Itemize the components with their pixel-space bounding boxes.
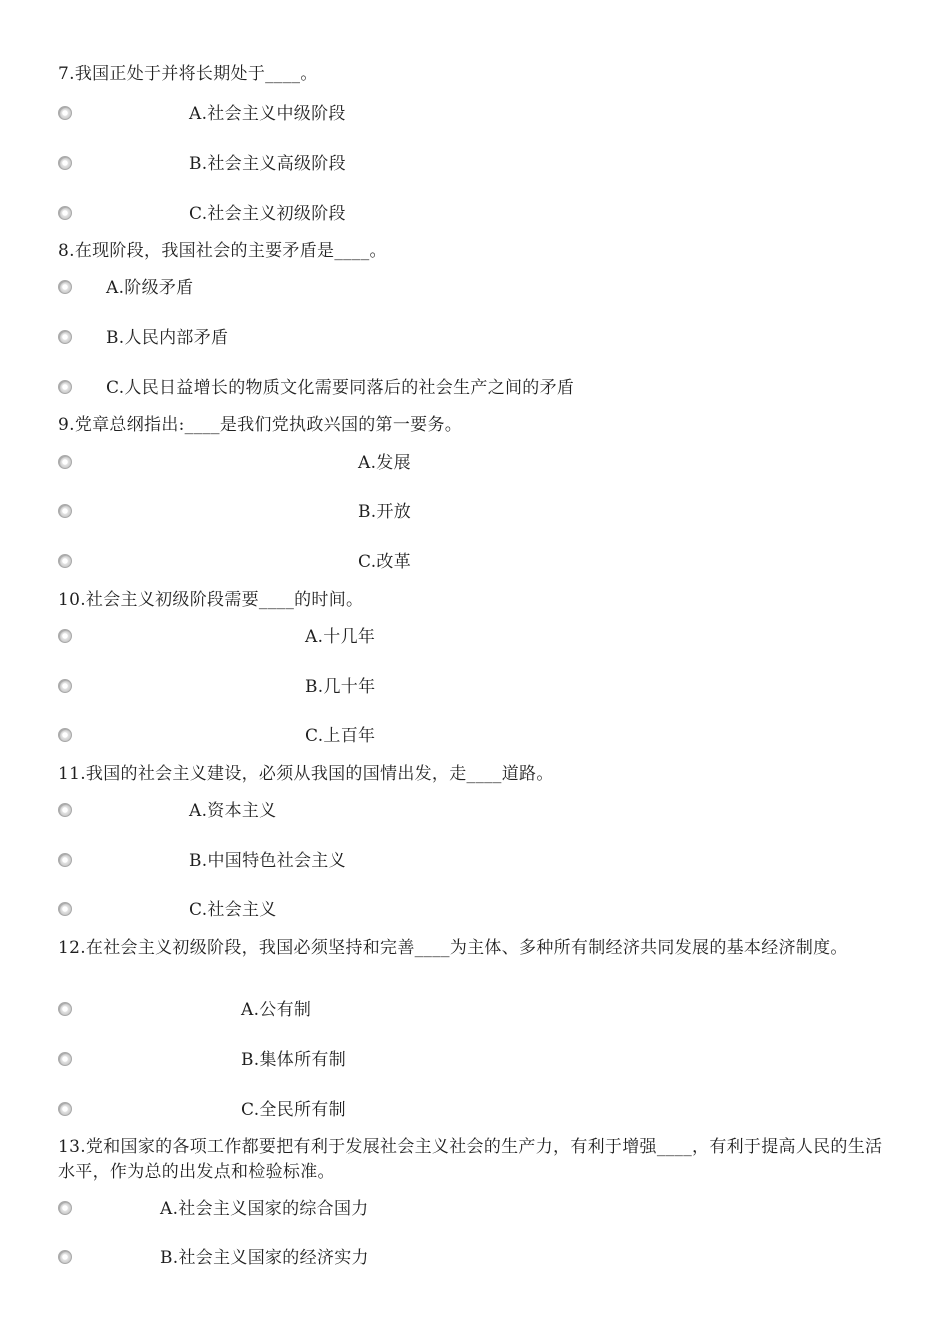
option-row[interactable] xyxy=(58,154,918,178)
option-label: A.阶级矛盾 xyxy=(106,278,194,298)
radio-button-icon[interactable] xyxy=(58,728,72,742)
option-label: A.发展 xyxy=(358,453,411,473)
option-label: C.社会主义 xyxy=(189,900,277,920)
radio-button-icon[interactable] xyxy=(58,156,72,170)
radio-button-icon[interactable] xyxy=(58,330,72,344)
option-label: A.社会主义国家的综合国力 xyxy=(160,1199,369,1219)
radio-button-icon[interactable] xyxy=(58,1102,72,1116)
option-label: B.人民内部矛盾 xyxy=(106,328,229,348)
option-row[interactable] xyxy=(58,1248,918,1272)
option-label: A.十几年 xyxy=(305,627,376,647)
option-label: B.社会主义国家的经济实力 xyxy=(160,1248,369,1268)
option-label: C.上百年 xyxy=(305,726,376,746)
option-label: C.社会主义初级阶段 xyxy=(189,204,346,224)
option-label: A.资本主义 xyxy=(189,801,277,821)
option-label: C.全民所有制 xyxy=(241,1100,346,1120)
question-10: 10.社会主义初级阶段需要____的时间。 xyxy=(58,590,364,610)
option-row[interactable] xyxy=(58,900,918,924)
option-row[interactable] xyxy=(58,552,918,576)
radio-button-icon[interactable] xyxy=(58,629,72,643)
radio-button-icon[interactable] xyxy=(58,803,72,817)
radio-button-icon[interactable] xyxy=(58,1002,72,1016)
radio-button-icon[interactable] xyxy=(58,1052,72,1066)
radio-button-icon[interactable] xyxy=(58,280,72,294)
question-11: 11.我国的社会主义建设，必须从我国的国情出发，走____道路。 xyxy=(58,764,554,784)
radio-button-icon[interactable] xyxy=(58,554,72,568)
option-row[interactable] xyxy=(58,726,918,750)
radio-button-icon[interactable] xyxy=(58,504,72,518)
question-12: 12.在社会主义初级阶段，我国必须坚持和完善____为主体、多种所有制经济共同发展的基本经济制度。 xyxy=(58,938,848,958)
option-row[interactable] xyxy=(58,801,918,825)
radio-button-icon[interactable] xyxy=(58,380,72,394)
option-row[interactable] xyxy=(58,502,918,526)
option-label: A.公有制 xyxy=(241,1000,312,1020)
option-row[interactable] xyxy=(58,104,918,128)
option-label: C.改革 xyxy=(358,552,412,572)
radio-button-icon[interactable] xyxy=(58,902,72,916)
option-row[interactable] xyxy=(58,677,918,701)
radio-button-icon[interactable] xyxy=(58,1250,72,1264)
option-row[interactable] xyxy=(58,453,918,477)
radio-button-icon[interactable] xyxy=(58,853,72,867)
radio-button-icon[interactable] xyxy=(58,106,72,120)
option-label: B.中国特色社会主义 xyxy=(189,851,346,871)
question-8: 8.在现阶段，我国社会的主要矛盾是____。 xyxy=(58,241,387,261)
radio-button-icon[interactable] xyxy=(58,455,72,469)
option-row[interactable] xyxy=(58,328,918,352)
option-label: B.几十年 xyxy=(305,677,376,697)
option-row[interactable] xyxy=(58,1100,918,1124)
question-7: 7.我国正处于并将长期处于____。 xyxy=(58,64,318,84)
option-label: C.人民日益增长的物质文化需要同落后的社会生产之间的矛盾 xyxy=(106,378,575,398)
option-row[interactable] xyxy=(58,278,918,302)
question-9: 9.党章总纲指出:____是我们党执政兴国的第一要务。 xyxy=(58,415,463,435)
option-row[interactable] xyxy=(58,378,918,402)
radio-button-icon[interactable] xyxy=(58,679,72,693)
option-label: B.集体所有制 xyxy=(241,1050,346,1070)
option-row[interactable] xyxy=(58,627,918,651)
option-label: B.开放 xyxy=(358,502,412,522)
option-row[interactable] xyxy=(58,1050,918,1074)
question-13: 13.党和国家的各项工作都要把有利于发展社会主义社会的生产力，有利于增强____，有利于提高人民的生活水平，作为总的出发点和检验标准。 xyxy=(58,1137,883,1182)
option-row[interactable] xyxy=(58,851,918,875)
option-row[interactable] xyxy=(58,204,918,228)
radio-button-icon[interactable] xyxy=(58,1201,72,1215)
option-label: A.社会主义中级阶段 xyxy=(189,104,346,124)
option-row[interactable] xyxy=(58,1000,918,1024)
radio-button-icon[interactable] xyxy=(58,206,72,220)
option-label: B.社会主义高级阶段 xyxy=(189,154,346,174)
option-row[interactable] xyxy=(58,1199,918,1223)
